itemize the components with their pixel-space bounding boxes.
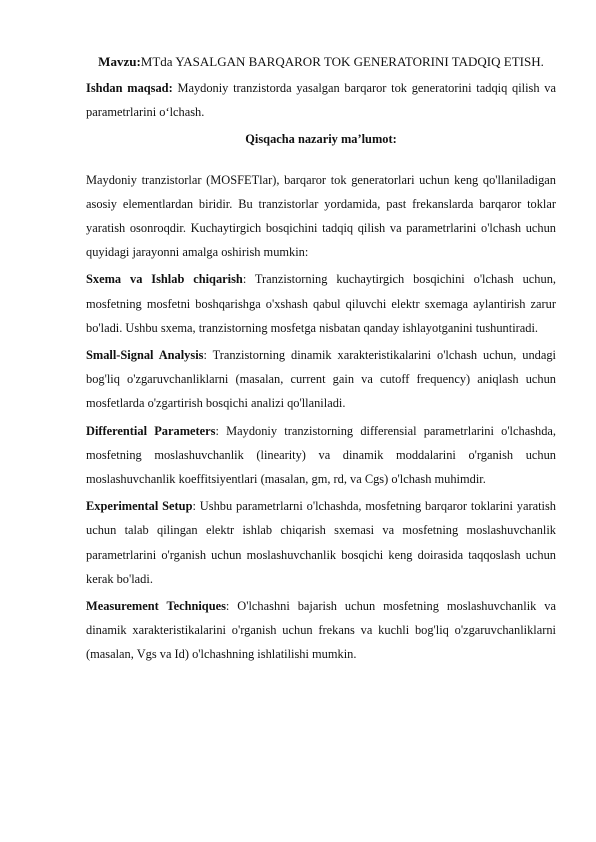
- item-text: : O'lchashni bajarish uchun mosfetning moslashuvchanlik va dinamik xarakteristikalarini o'rganish uchun frekans va kuchli bog'liq o'zgaruvchanliklarni (masalan, Vgs va Id) o'lchashning ishlatilishi mumkin.: [86, 599, 556, 662]
- item-label: Small-Signal Analysis: [86, 348, 204, 363]
- item-text: : Tranzistorning dinamik xarakteristikalarini o'lchash uchun, undagi bog'liq o'zgaruvchanliklarni (masalan, current gain va cutoff frequency) aniqlash uchun mosfetlarda o'zgartirish bosqichi analizi qo'llaniladi.: [86, 348, 557, 411]
- title-lead: Mavzu:: [98, 54, 141, 69]
- aim-label: Ishdan maqsad:: [86, 81, 173, 95]
- item-paragraph-differential: [86, 419, 556, 492]
- item-text: : Maydoniy tranzistorning differensial parametrlarini o'lchashda, mosfetning moslashuvchanlik (linearity) va dinamik moddalarini o'rganish uchun moslashuvchanlik koeffitsiyentlari (masalan, gm, rd, va Cgs) o'lchash muhimdir.: [86, 423, 556, 487]
- title-text: MTda YASALGAN BARQAROR TOK GENERATORINI TADQIQ ETISH.: [140, 54, 544, 69]
- intro-paragraph: Maydoniy tranzistorlar (MOSFETlar), barqaror tok generatorlari uchun keng qo'llaniladigan asosiy elementlardan biridir. Bu tranzistorlar yordamida, past frekanslarda barqaror toklar yaratish osonroqdir. Kuchaytirgich bosqichini tadqiq qilish va parametrlarini o'lchash uchun quyidagi jarayonni amalga oshirish mumkin:: [86, 172, 556, 260]
- aim-paragraph: [86, 76, 556, 124]
- item-paragraph-measurement: [86, 594, 556, 667]
- item-label: Measurement Techniques: [86, 599, 226, 614]
- item-label: Differential Parameters: [86, 423, 216, 438]
- blank-line: [86, 152, 556, 168]
- page-title: [86, 50, 556, 74]
- section-heading: Qisqacha nazariy ma’lumot:: [245, 132, 397, 147]
- document-page: [86, 50, 556, 667]
- item-label: Sxema va Ishlab chiqarish: [86, 272, 243, 287]
- item-paragraph-experimental: [86, 494, 556, 591]
- item-paragraph-small-signal: [86, 343, 556, 416]
- aim-text: Maydoniy tranzistorda yasalgan barqaror tok generatorini tadqiq qilish va parametrlarini o‘lchash.: [86, 81, 556, 120]
- item-text: : Tranzistorning kuchaytirgich bosqichini o'lchash uchun, mosfetning mosfetni boshqarishga o'xshash qabul qiluvchi elektr sxemaga aylantirish zarur bo'ladi. Ushbu sxema, tranzistorning mosfetga nisbatan qanday ishlayotganini tushuntiradi.: [86, 272, 556, 335]
- item-label: Experimental Setup: [86, 499, 193, 514]
- item-text: : Ushbu parametrlarni o'lchashda, mosfetning barqaror toklarini yaratish uchun talab qilingan elektr ishlab chiqarish sxemasi va mosfetning moslashuvchanlik parametrlarini o'rganish uchun moslashuvchanlik bosqichi keng doirasida taqqoslash uchun kerak bo'ladi.: [86, 499, 557, 586]
- item-paragraph-schema: [86, 267, 556, 340]
